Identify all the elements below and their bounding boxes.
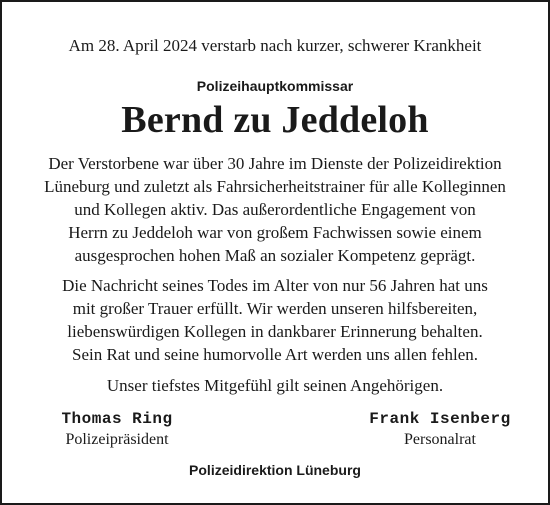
signer-name: Thomas Ring <box>61 410 173 428</box>
paragraph-line: Der Verstorbene war über 30 Jahre im Dienste der Polizeidirektion <box>48 154 502 173</box>
paragraph-line: Lüneburg und zuletzt als Fahrsicherheitstrainer für alle Kolleginnen <box>44 177 506 196</box>
signer-title: Personalrat <box>404 431 476 448</box>
paragraph-line: ausgesprochen hohen Maß an sozialer Kompetenz geprägt. <box>74 246 476 265</box>
paragraph-line: und Kollegen aktiv. Das außerordentliche Engagement von <box>74 200 476 219</box>
intro-line: Am 28. April 2024 verstarb nach kurzer, schwerer Krankheit <box>68 36 482 55</box>
signer-police-president <box>17 409 217 451</box>
organization-name: Polizeidirektion Lüneburg <box>189 462 361 478</box>
signer-title: Polizeipräsident <box>65 431 169 448</box>
paragraph-line: Die Nachricht seines Todes im Alter von nur 56 Jahren hat uns <box>62 276 488 295</box>
condolence-line: Unser tiefstes Mitgefühl gilt seinen Angehörigen. <box>106 376 444 395</box>
tribute-paragraph-1 <box>22 152 528 267</box>
tribute-paragraph-2 <box>22 274 528 366</box>
paragraph-line: mit großer Trauer erfüllt. Wir werden unseren hilfsbereiten, <box>72 299 478 318</box>
deceased-name: Bernd zu Jeddeloh <box>121 99 429 141</box>
signer-staff-council <box>340 409 540 451</box>
paragraph-line: liebenswürdigen Kollegen in dankbarer Erinnerung behalten. <box>67 322 483 341</box>
deceased-rank: Polizeihauptkommissar <box>196 78 354 94</box>
paragraph-line: Sein Rat und seine humorvolle Art werden uns allen fehlen. <box>71 345 479 364</box>
signer-name: Frank Isenberg <box>369 410 511 428</box>
paragraph-line: Herrn zu Jeddeloh war von großem Fachwissen sowie einem <box>68 223 482 242</box>
